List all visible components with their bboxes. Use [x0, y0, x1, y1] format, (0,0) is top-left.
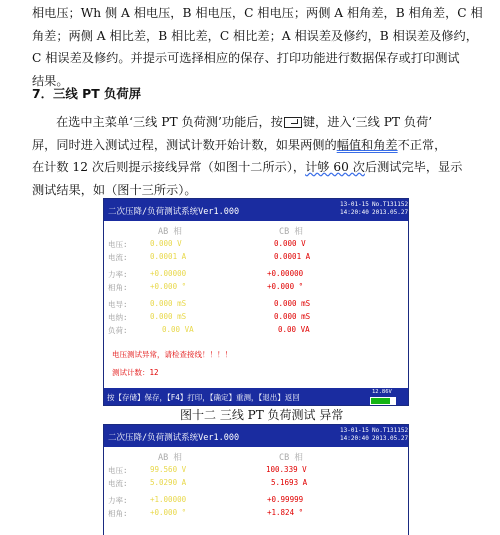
intro-paragraph	[32, 2, 483, 92]
row-voltage	[104, 239, 408, 250]
battery-voltage: 12.86V	[372, 389, 392, 395]
body-paragraph	[32, 111, 480, 201]
col-head-ab: AB 相	[158, 227, 182, 237]
screen-serial-no: No.T131152	[372, 427, 409, 434]
row-label: 力率:	[108, 270, 128, 279]
body-text: 后测试完毕，显示	[364, 160, 463, 174]
value-ab: +0.000 °	[150, 282, 187, 291]
value-ab: 99.560 V	[150, 465, 187, 474]
screen-datetime	[340, 201, 369, 216]
row-label: 相角:	[108, 509, 128, 518]
row-power-factor	[104, 269, 408, 280]
battery-fill	[371, 398, 390, 404]
intro-line: 相电压；Wh 侧 A 相电压，B 相电压，C 相电压；两侧 A 相角差，B 相角差，C 相	[32, 6, 483, 20]
intro-line: 角差；两侧 A 相比差，B 相比差，C 相比差；A 相误差及修约，B 相误差及修约，	[32, 28, 478, 43]
intro-line: C 相误差及修约。并提示可选择相应的保存、打印功能进行数据保存或打印测试	[32, 51, 460, 65]
screen-title: 二次压降/负荷测试系统Ver1.000	[108, 433, 240, 443]
value-cb: 100.339 V	[266, 465, 307, 474]
row-phase-angle	[104, 508, 408, 519]
row-label: 力率:	[108, 496, 128, 505]
row-label: 相角:	[108, 283, 128, 292]
body-text: 在计数 12 次后则提示接线异常（如图十二所示），	[32, 160, 306, 174]
value-cb: +0.99999	[267, 495, 304, 504]
intro-line: 结果。	[32, 73, 69, 88]
row-current	[104, 252, 408, 263]
value-cb: 0.000 V	[274, 239, 306, 248]
row-susceptance	[104, 312, 408, 323]
row-label: 电纳:	[108, 313, 128, 322]
row-label: 电流:	[108, 253, 128, 262]
value-ab: 0.000 mS	[150, 312, 187, 321]
screen-footer	[104, 388, 408, 405]
body-text: 屏，同时进入测试过程，测试计数开始计数，如果两侧的	[32, 137, 337, 152]
row-label: 电压:	[108, 240, 128, 249]
row-label: 电导:	[108, 300, 128, 309]
value-ab: 0.00 VA	[162, 325, 194, 334]
figure-caption: 图十二 三线 PT 负荷测试 异常	[180, 408, 344, 422]
value-cb: +0.00000	[267, 269, 304, 278]
row-load	[104, 325, 408, 336]
screen-time: 14:20:40	[340, 434, 369, 442]
col-head-cb: CB 相	[279, 453, 303, 463]
wiring-warning: 电压测试异常，请检查接线！！！！	[112, 350, 232, 359]
row-label: 电压:	[108, 466, 128, 475]
body-text-underlined: 幅值和角差	[336, 137, 398, 152]
value-ab: +1.00000	[150, 495, 187, 504]
body-line-1	[32, 111, 480, 134]
screen-build: 2013.05.27	[372, 434, 409, 442]
body-line-3	[32, 156, 480, 179]
enter-key-icon	[284, 117, 302, 128]
value-ab: 0.0001 A	[150, 252, 187, 261]
value-cb: 0.000 mS	[274, 299, 311, 308]
body-line-4: 测试结果，如（图十三所示）。	[32, 182, 197, 197]
body-text: 在选中主菜单‘三线 PT 负荷测’功能后，按	[56, 115, 283, 129]
body-text-underlined: 计够 60 次	[305, 160, 365, 174]
screen-date: 13-01-15	[340, 201, 369, 208]
section-heading: 7．三线 PT 负荷屏	[32, 86, 142, 101]
value-cb: 0.000 mS	[274, 312, 311, 321]
row-voltage	[104, 465, 408, 476]
battery-icon	[370, 397, 396, 405]
value-cb: +0.000 °	[267, 282, 304, 291]
screen-datetime	[340, 427, 369, 442]
screen-time: 14:20:40	[340, 208, 369, 216]
col-head-ab: AB 相	[158, 453, 182, 463]
screen-title-bar	[104, 425, 408, 447]
screen-serial	[372, 427, 408, 442]
body-text: 键，进入‘三线 PT 负荷’	[302, 115, 433, 129]
value-ab: 0.000 V	[150, 239, 182, 248]
value-ab: 0.000 mS	[150, 299, 187, 308]
screen-date: 13-01-15	[340, 427, 369, 434]
screen-serial-no: No.T131152	[372, 201, 409, 208]
value-ab: 5.0290 A	[150, 478, 187, 487]
footer-key-hints: 按【存储】保存，【F4】打印，【确定】重测，【退出】返回	[107, 393, 300, 402]
row-phase-angle	[104, 282, 408, 293]
row-label: 负荷:	[108, 326, 128, 335]
body-line-2	[32, 134, 480, 157]
screen-title-bar	[104, 199, 408, 221]
screen-result	[103, 424, 409, 535]
row-conductance	[104, 299, 408, 310]
body-text: 不正常，	[397, 137, 447, 152]
value-ab: +0.00000	[150, 269, 187, 278]
value-cb: 0.00 VA	[278, 325, 310, 334]
value-cb: +1.824 °	[267, 508, 304, 517]
row-label: 电流:	[108, 479, 128, 488]
screen-build: 2013.05.27	[372, 208, 409, 216]
row-power-factor	[104, 495, 408, 506]
value-ab: +0.000 °	[150, 508, 187, 517]
row-current	[104, 478, 408, 489]
test-count: 测试计数：12	[112, 368, 159, 377]
screen-abnormal	[103, 198, 409, 406]
screen-serial	[372, 201, 408, 216]
value-cb: 5.1693 A	[271, 478, 308, 487]
col-head-cb: CB 相	[279, 227, 303, 237]
value-cb: 0.0001 A	[274, 252, 311, 261]
screen-title: 二次压降/负荷测试系统Ver1.000	[108, 207, 240, 217]
